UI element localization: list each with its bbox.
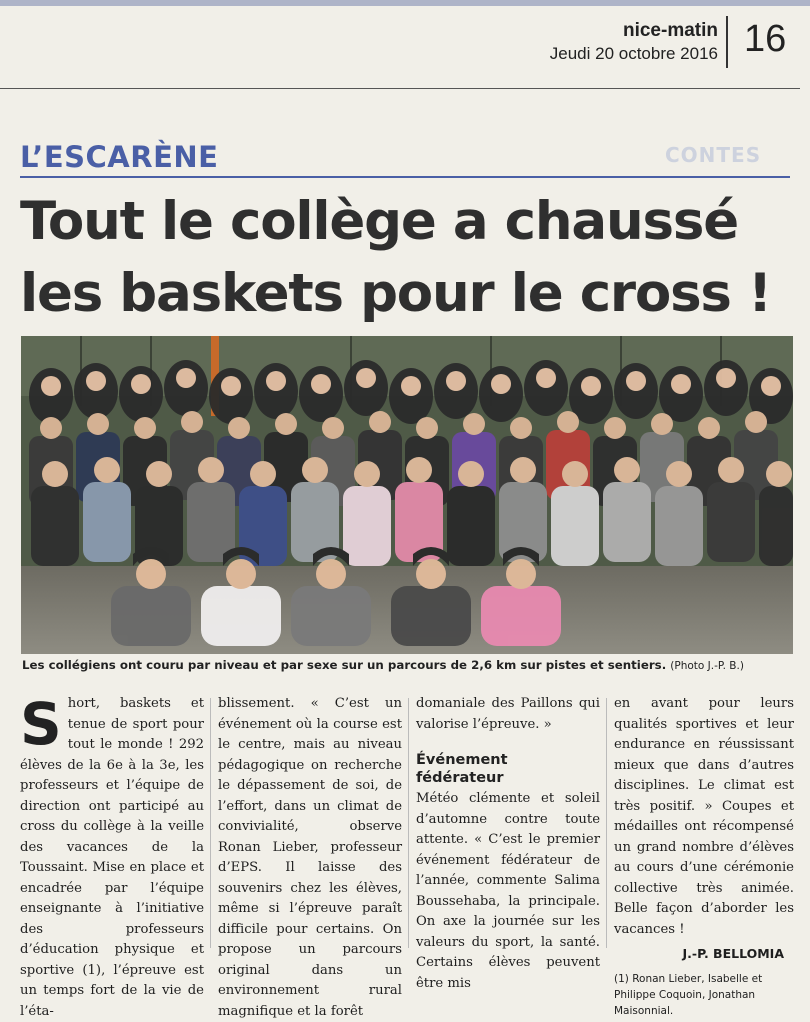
headline-line-1: Tout le collège a chaussé bbox=[20, 191, 738, 252]
page-number: 16 bbox=[744, 18, 787, 60]
article-subheading: Événement fédérateur bbox=[416, 752, 508, 786]
column-rule bbox=[408, 698, 409, 948]
top-color-bar bbox=[0, 0, 810, 6]
bleed-through-text: CONTES bbox=[665, 143, 762, 167]
section-rubric: L’ESCARÈNE bbox=[20, 140, 219, 174]
photo-credit: (Photo J.-P. B.) bbox=[670, 660, 744, 672]
newspaper-name: nice-matin bbox=[622, 20, 718, 41]
column-3-intro: domaniale des Paillons qui valorise l’épreuve. » bbox=[416, 696, 600, 732]
author-signature: J.-P. BELLOMIA bbox=[682, 946, 784, 961]
column-3-text: Météo clémente et soleil d’automne contre toute attente. « C’est le premier événement fédérateur de l’année, commente Salima Boussehaba, la principale. On axe la journée sur les valeurs du sport, la santé. Certains élèves peuvent être mis bbox=[416, 791, 600, 991]
column-4-text: en avant pour leurs qualités sportives et leur endurance en réussissant mieux que dans d’autres disciplines. Le climat est très positif. » Coupes et médailles ont récompensé un grand nombre d’élèves au cours d’une cérémonie collective très animée. Belle façon d’aborder les vacances ! bbox=[614, 696, 794, 937]
column-2-text: blissement. « C’est un événement où la course est le centre, mais au niveau pédagogique on recherche le dépassement de soi, de l’effort, dans un climat de convivialité, observe Ronan Lieber, professeur d’EPS. Il laisse des souvenirs chez les élèves, même si l’épreuve paraît difficile pour certains. On propose un parcours original dans un environnement rural magnifique et la forêt bbox=[218, 696, 402, 1019]
issue-date: Jeudi 20 octobre 2016 bbox=[549, 44, 718, 63]
drop-cap: S bbox=[20, 690, 62, 758]
article-column-4 bbox=[614, 694, 794, 1019]
caption-text: Les collégiens ont couru par niveau et par sexe sur un parcours de 2,6 km sur pistes et sentiers. bbox=[22, 658, 667, 672]
header-rule bbox=[0, 88, 800, 89]
group-photo-illustration bbox=[21, 336, 793, 654]
article-column-2 bbox=[218, 694, 402, 1022]
footnote: (1) Ronan Lieber, Isabelle et Philippe Coquoin, Jonathan Maisonnial. bbox=[614, 972, 763, 1017]
column-rule bbox=[210, 698, 211, 948]
photo-caption bbox=[22, 658, 802, 672]
article-column-3 bbox=[416, 694, 600, 994]
article-headline bbox=[20, 186, 800, 330]
masthead-divider bbox=[726, 16, 728, 68]
article-photo bbox=[21, 336, 793, 654]
column-1-text: hort, baskets et tenue de sport pour tout le monde ! 292 élèves de la 6e à la 3e, les professeurs et l’équipe de direction ont participé au cross du collège à la veille des vacances de la Toussaint. Mise en place et encadrée par l’équipe enseignante à l’initiative des professeurs d’éducation physique et sportive (1), l’épreuve est un temps fort de la vie de l’éta- bbox=[20, 696, 204, 1019]
article-column-1 bbox=[20, 690, 204, 1022]
rubric-rule bbox=[20, 176, 790, 178]
headline-line-2: les baskets pour le cross ! bbox=[20, 263, 771, 324]
column-rule bbox=[606, 698, 607, 948]
